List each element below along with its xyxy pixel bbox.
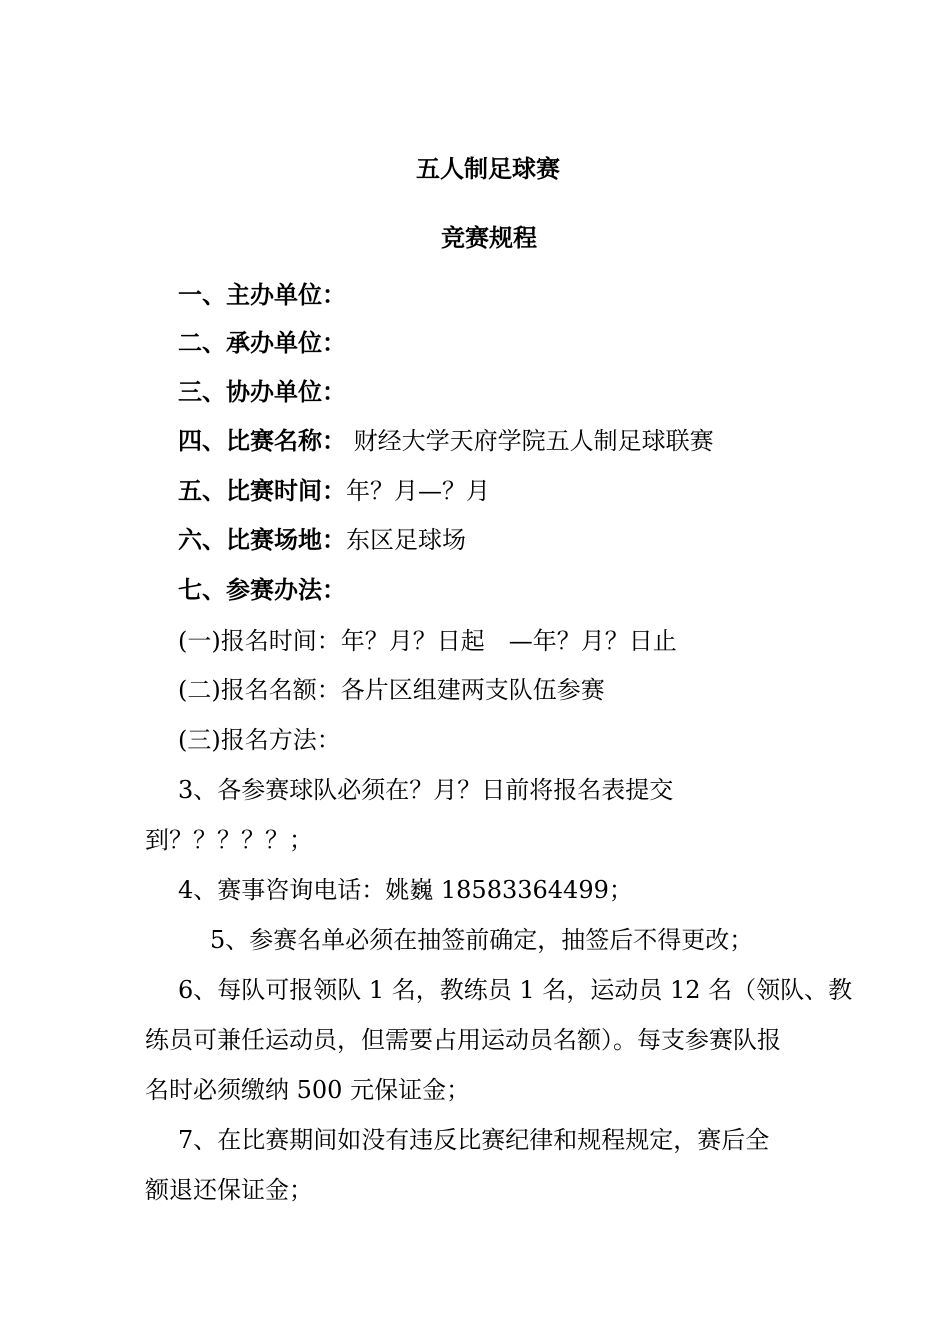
section-match-name-label: 四、比赛名称： [178, 427, 346, 455]
section-venue-value: 东区足球场 [346, 526, 466, 554]
section-match-name-value: 财经大学天府学院五人制足球联赛 [346, 427, 714, 455]
section-coorganizer-label: 三、协办单位： [178, 378, 346, 406]
paragraph-6-line-3: 名时必须缴纳 500 元保证金； [145, 1076, 471, 1104]
paragraph-3-line-2: 到？？？？？； [145, 826, 313, 854]
section-participation-label: 七、参赛办法： [178, 576, 346, 604]
document-subtitle: 竞赛规程 [441, 224, 537, 252]
paragraph-5: 5、参赛名单必须在抽签前确定，抽签后不得更改； [210, 926, 754, 954]
paragraph-4: 4、赛事咨询电话：姚巍 18583364499； [178, 876, 633, 904]
paragraph-3-line-1: 3、各参赛球队必须在？月？日前将报名表提交 [178, 776, 674, 804]
section-match-name [178, 425, 714, 457]
paragraph-7-line-2: 额退还保证金； [145, 1176, 313, 1204]
paragraph-6-line-1: 6、每队可报领队 1 名，教练员 1 名，运动员 12 名（领队、教 [178, 976, 853, 1004]
section-venue-label: 六、比赛场地： [178, 526, 346, 554]
item-registration-quota: (二)报名名额：各片区组建两支队伍参赛 [178, 676, 605, 704]
item-registration-method: (三)报名方法： [178, 726, 341, 754]
paragraph-7-line-1: 7、在比赛期间如没有违反比赛纪律和规程规定，赛后全 [178, 1126, 770, 1154]
document-title: 五人制足球赛 [416, 155, 560, 183]
section-match-time-label: 五、比赛时间： [178, 477, 346, 505]
section-organizer-label: 一、主办单位： [178, 281, 346, 309]
section-host-label: 二、承办单位： [178, 329, 346, 357]
section-venue [178, 524, 466, 556]
section-match-time [178, 475, 490, 507]
paragraph-6-line-2: 练员可兼任运动员，但需要占用运动员名额）。每支参赛队报 [145, 1026, 781, 1054]
section-match-time-value: 年？月—？月 [346, 477, 490, 505]
item-registration-time: (一)报名时间：年？月？日起 —年？月？日止 [178, 627, 677, 655]
